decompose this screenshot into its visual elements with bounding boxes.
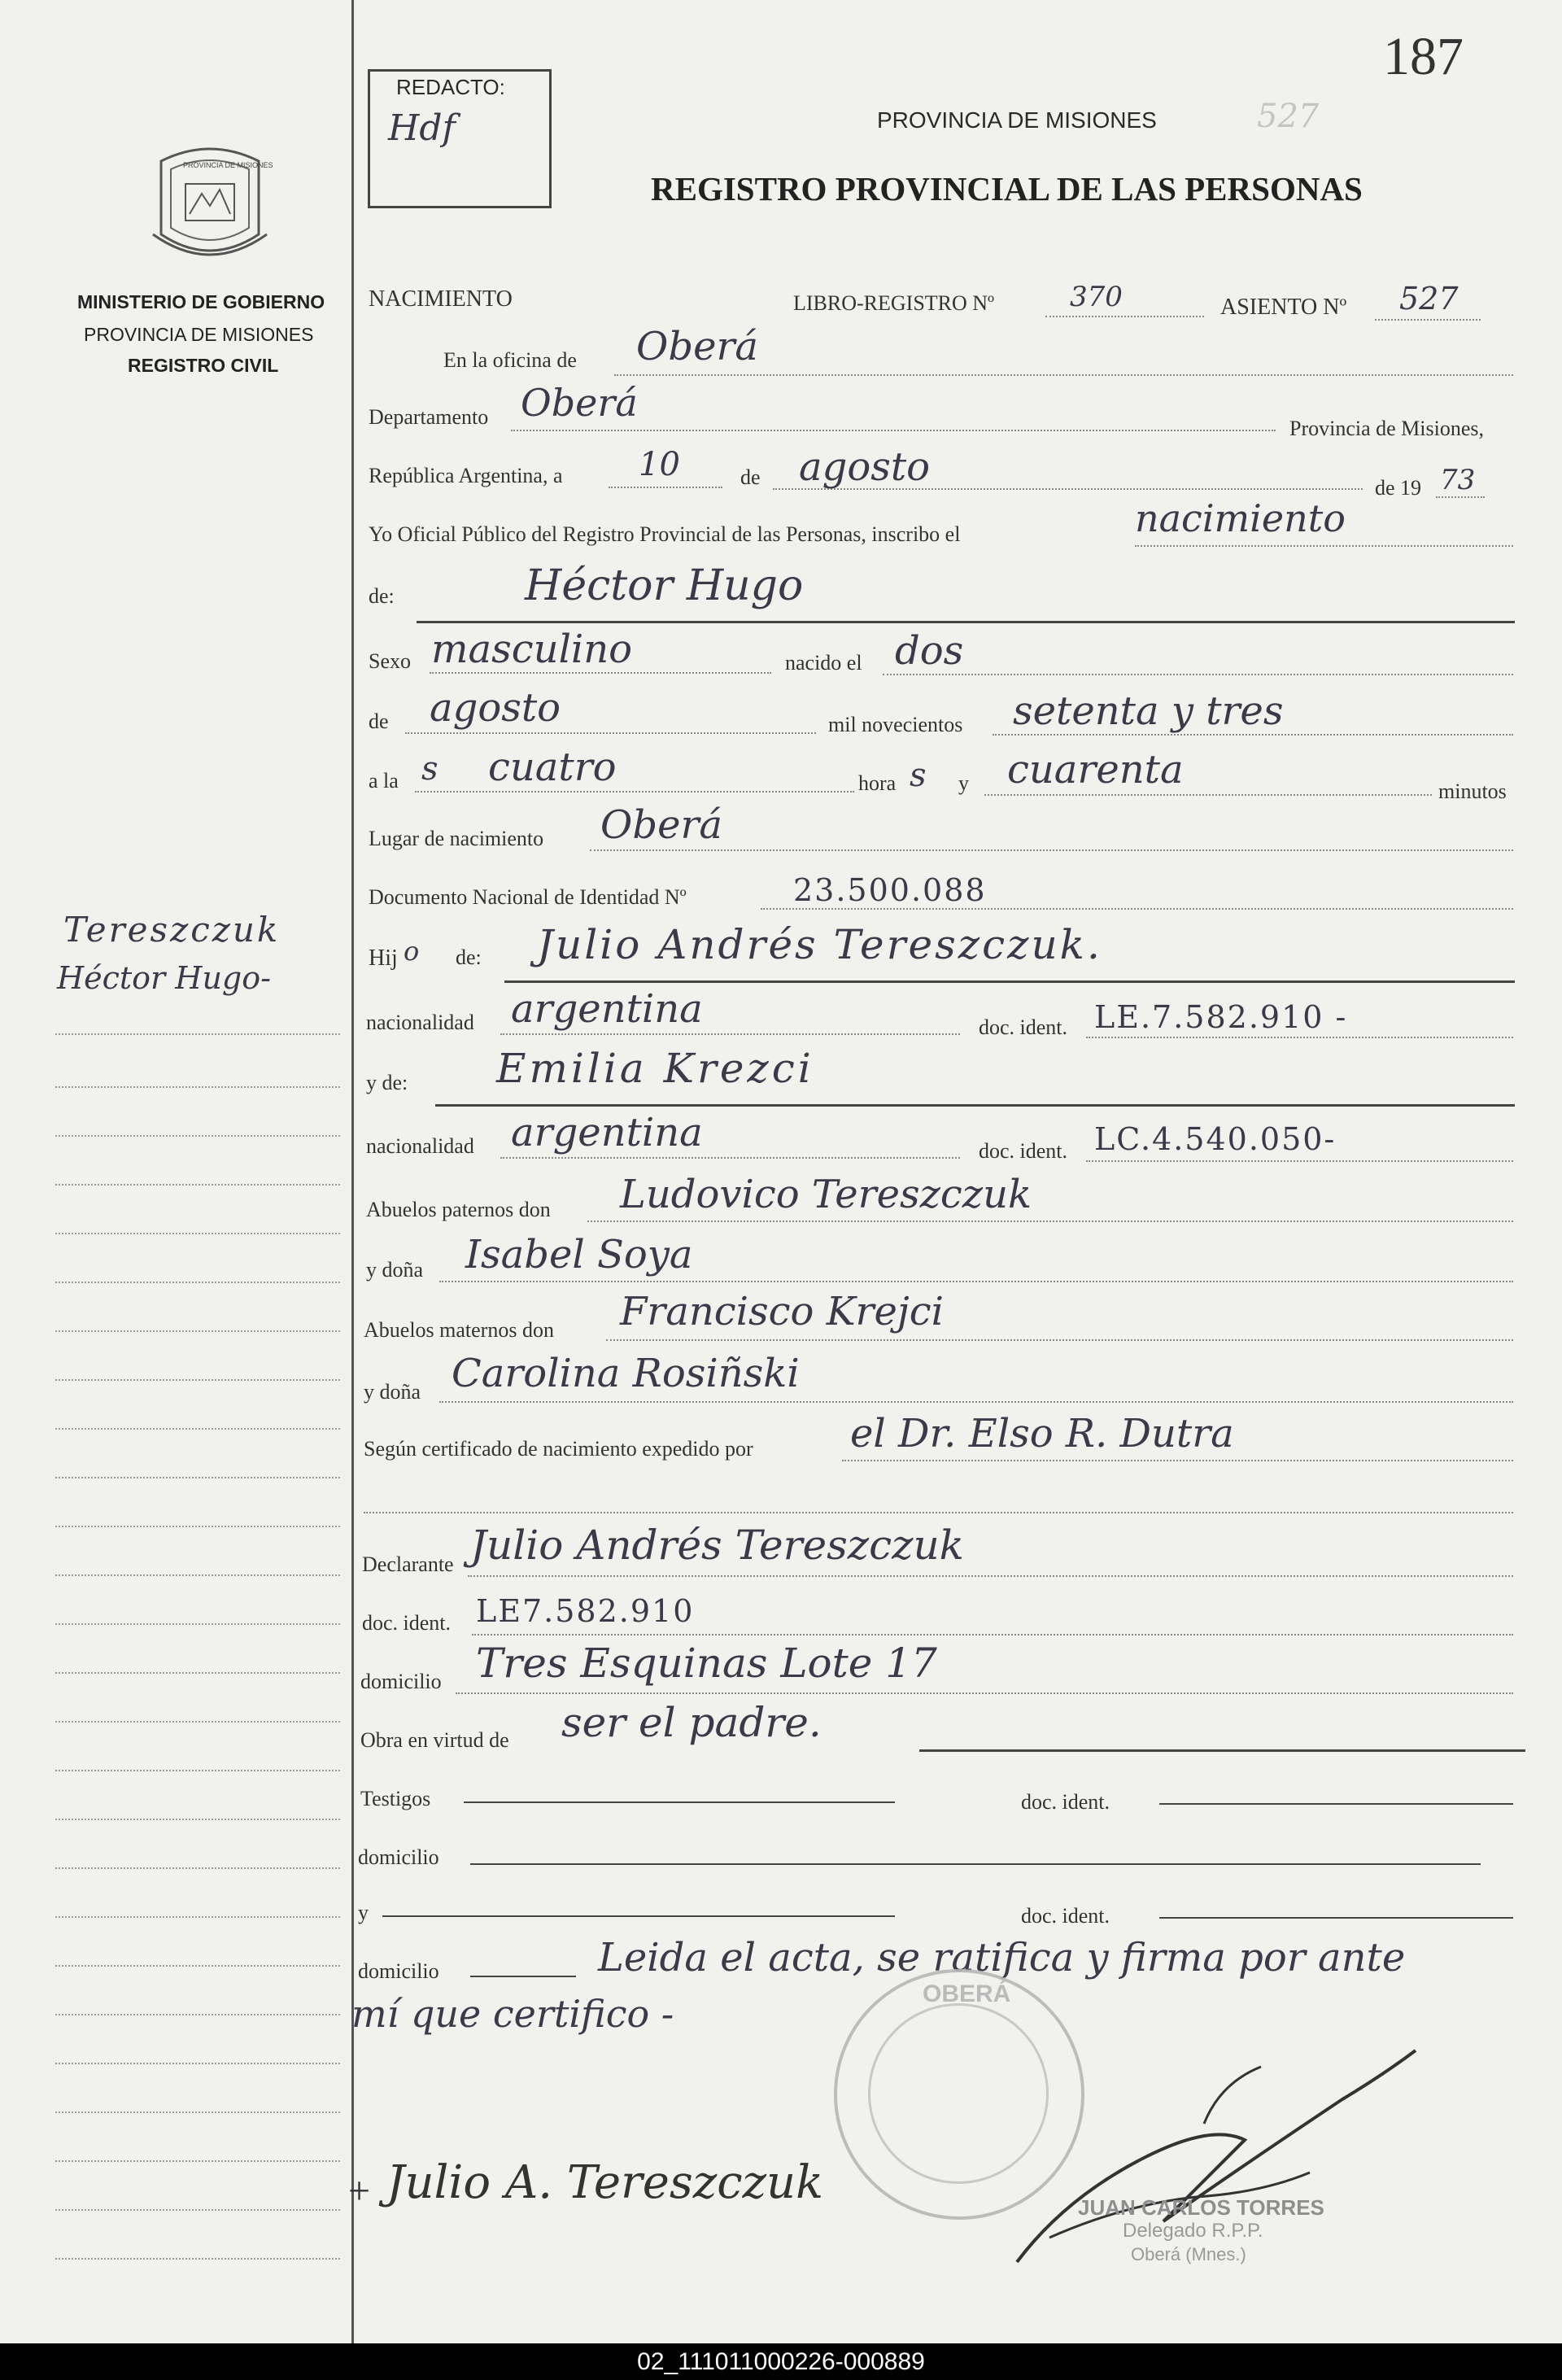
hora-s-1: s xyxy=(421,750,438,788)
madre-doc-label: doc. ident. xyxy=(979,1139,1068,1163)
abuela-mat-label: y doña xyxy=(364,1380,421,1404)
hora-s-2: s xyxy=(910,757,927,794)
declarante-value: Julio Andrés Tereszczuk xyxy=(470,1522,964,1569)
dni-value: 23.500.088 xyxy=(793,872,987,908)
sexo-value: masculino xyxy=(431,627,633,672)
provincia-label: Provincia de Misiones, xyxy=(1289,417,1485,440)
padre-nac-value: argentina xyxy=(511,986,703,1032)
certificado-label: Según certificado de nacimiento expedido por xyxy=(364,1437,753,1461)
abuelo-mat-value: Francisco Krejci xyxy=(620,1289,945,1334)
abuela-pat-label: y doña xyxy=(366,1258,424,1282)
testigos-label: Testigos xyxy=(360,1787,431,1810)
madre-nac-label: nacionalidad xyxy=(366,1134,474,1158)
declarant-signature: Julio A. Tereszczuk xyxy=(386,2156,824,2209)
mes-value: agosto xyxy=(799,444,931,490)
asiento-label: ASIENTO Nº xyxy=(1220,295,1347,320)
ministry-line-2: PROVINCIA DE MISIONES xyxy=(84,324,314,345)
testigo2-doc-label: doc. ident. xyxy=(1021,1904,1110,1928)
inscribe-value: nacimiento xyxy=(1135,496,1346,540)
decl-doc-value: LE7.582.910 xyxy=(476,1593,695,1629)
libro-value: 370 xyxy=(1070,281,1123,313)
declarante-label: Declarante xyxy=(362,1552,454,1576)
official-name: JUAN CARLOS TORRES xyxy=(1078,2195,1324,2220)
madre-nac-value: argentina xyxy=(511,1110,703,1155)
nacido-de-label: de xyxy=(369,710,389,733)
horas-value: cuatro xyxy=(488,745,617,790)
nacido-dia-value: dos xyxy=(895,628,964,674)
asiento-value: 527 xyxy=(1399,281,1459,317)
padre-doc-label: doc. ident. xyxy=(979,1015,1068,1039)
abuelo-mat-label: Abuelos maternos don xyxy=(364,1318,554,1342)
decl-dom-label: domicilio xyxy=(360,1670,442,1693)
nombre-label: de: xyxy=(369,584,395,608)
madre-value: Emilia Krezci xyxy=(496,1045,814,1092)
oficina-value: Oberá xyxy=(636,324,759,369)
hijo-label: Hij xyxy=(369,945,398,971)
hora-y-label: y xyxy=(958,771,969,795)
nacido-label: nacido el xyxy=(785,651,862,675)
obra-label: Obra en virtud de xyxy=(360,1728,509,1752)
minutos-label: minutos xyxy=(1438,780,1507,803)
redacto-label: REDACTO: xyxy=(396,75,505,99)
dia-value: 10 xyxy=(639,446,680,483)
fecha-de-label: de xyxy=(740,465,761,489)
decl-dom-value: Tres Esquinas Lote 17 xyxy=(476,1640,937,1687)
stamp-text: OBERÁ xyxy=(923,1980,1011,2007)
dni-label: Documento Nacional de Identidad Nº xyxy=(369,885,687,909)
departamento-value: Oberá xyxy=(521,381,638,425)
leida-line-1: Leida el acta, se ratifica y firma por ante xyxy=(598,1935,1406,1980)
file-id-bar xyxy=(0,2343,1562,2380)
hora-label: hora xyxy=(858,771,897,795)
nacimiento-label: NACIMIENTO xyxy=(369,286,513,312)
abuelo-pat-label: Abuelos paternos don xyxy=(366,1198,551,1221)
coat-of-arms-icon xyxy=(145,137,275,271)
registry-title: REGISTRO PROVINCIAL DE LAS PERSONAS xyxy=(651,170,1363,207)
official-place: Oberá (Mnes.) xyxy=(1131,2244,1246,2264)
signature-cross: + xyxy=(348,2169,371,2212)
republica-label: República Argentina, a xyxy=(369,464,563,487)
oficina-label: En la oficina de xyxy=(443,348,577,372)
yo-oficial-label: Yo Oficial Público del Registro Provincial de las Personas, inscribo el xyxy=(369,522,961,546)
ala-label: a la xyxy=(369,769,399,793)
nacido-anio-value: setenta y tres xyxy=(1013,688,1284,734)
nombre-value: Héctor Hugo xyxy=(525,561,804,610)
leida-line-2: mí que certifico - xyxy=(351,1992,674,2036)
nacido-mes-value: agosto xyxy=(430,685,561,731)
testigo1-dom-label: domicilio xyxy=(358,1845,439,1869)
file-id: 02_111011000226-000889 xyxy=(637,2348,925,2375)
lugar-label: Lugar de nacimiento xyxy=(369,827,544,850)
anio-value: 73 xyxy=(1440,464,1476,496)
ministry-line-3: REGISTRO CIVIL xyxy=(128,355,279,376)
testigo2-dom-label: domicilio xyxy=(358,1959,439,1983)
seal-text: PROVINCIA DE MISIONES xyxy=(183,161,273,169)
province-heading: PROVINCIA DE MISIONES xyxy=(877,107,1157,133)
abuela-mat-value: Carolina Rosiñski xyxy=(452,1351,800,1396)
hijo-ending: o xyxy=(404,936,420,967)
redacto-initials: Hdf xyxy=(388,107,456,149)
libro-label: LIBRO-REGISTRO Nº xyxy=(793,291,995,315)
testigo1-doc-label: doc. ident. xyxy=(1021,1790,1110,1814)
ministry-line-1: MINISTERIO DE GOBIERNO xyxy=(77,291,325,312)
padre-nac-label: nacionalidad xyxy=(366,1011,474,1034)
testigo2-label: y xyxy=(358,1901,369,1924)
margin-surname: Tereszczuk xyxy=(63,910,281,950)
obra-value: ser el padre. xyxy=(561,1699,822,1746)
redacto-box xyxy=(368,69,552,208)
lugar-value: Oberá xyxy=(600,802,723,848)
certificado-value: el Dr. Elso R. Dutra xyxy=(850,1411,1234,1456)
mil-label: mil novecientos xyxy=(828,713,963,736)
decl-doc-label: doc. ident. xyxy=(362,1611,452,1635)
minutos-value: cuarenta xyxy=(1007,747,1184,793)
pencil-note: 527 xyxy=(1257,98,1320,135)
padre-de-label: de: xyxy=(456,945,482,969)
madre-doc-value: LC.4.540.050- xyxy=(1094,1121,1337,1157)
padre-value: Julio Andrés Tereszczuk. xyxy=(537,921,1102,968)
abuela-pat-value: Isabel Soya xyxy=(465,1232,693,1277)
padre-doc-value: LE.7.582.910 - xyxy=(1094,999,1348,1035)
sexo-label: Sexo xyxy=(369,649,411,673)
departamento-label: Departamento xyxy=(369,405,489,429)
margin-given-names: Héctor Hugo- xyxy=(57,960,271,996)
abuelo-pat-value: Ludovico Tereszczuk xyxy=(620,1172,1032,1217)
de19-label: de 19 xyxy=(1375,476,1422,500)
page-number: 187 xyxy=(1383,27,1464,86)
official-role: Delegado R.P.P. xyxy=(1123,2220,1263,2242)
madre-label: y de: xyxy=(366,1071,408,1094)
